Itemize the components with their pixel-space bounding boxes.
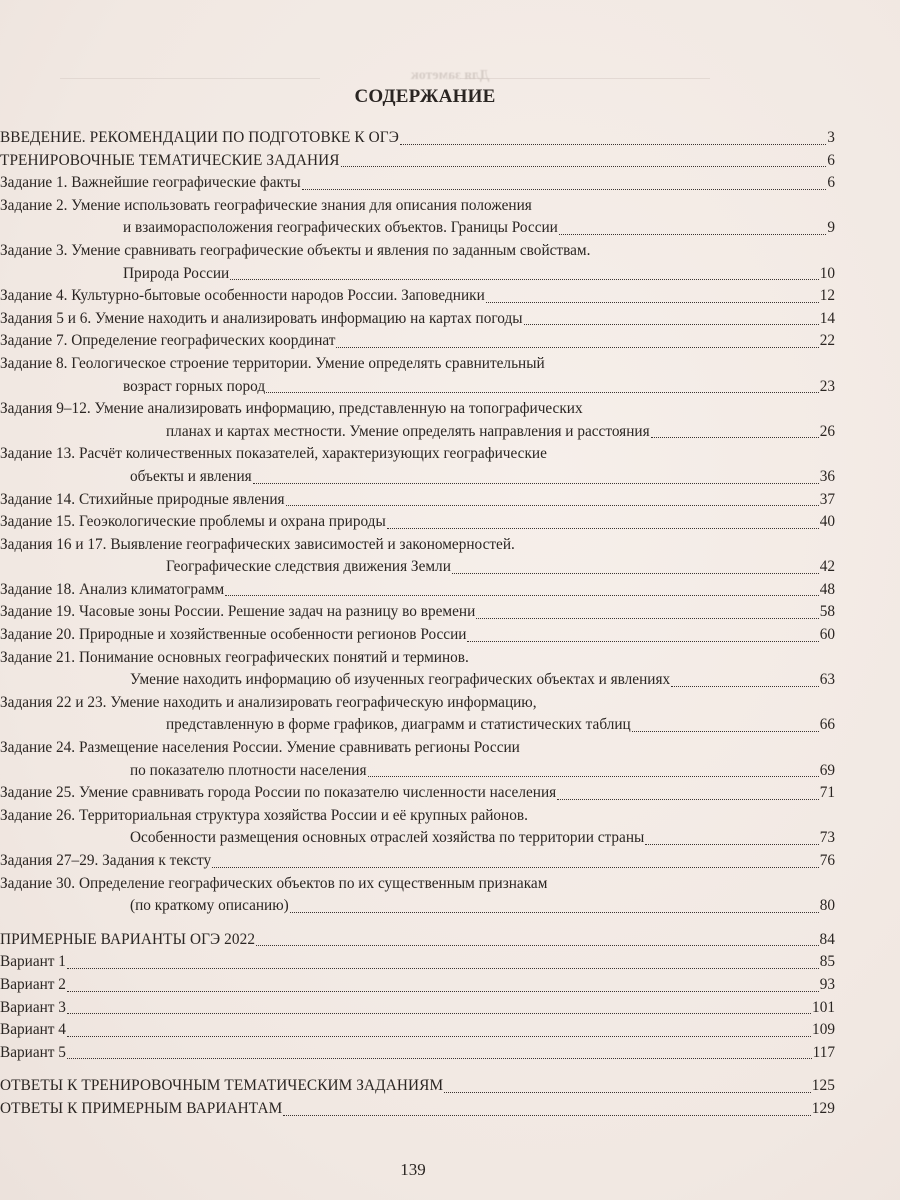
- toc-entry-label: планах и картах местности. Умение определять направления и расстояния: [166, 422, 650, 440]
- toc-entry-label: Задание 4. Культурно-бытовые особенности народов России. Заповедники: [0, 287, 485, 305]
- toc-page-number: 71: [819, 784, 835, 802]
- toc-variant-entry[interactable]: [0, 1042, 835, 1065]
- toc-entry[interactable]: [0, 285, 835, 308]
- dot-leader: [387, 528, 819, 529]
- toc-entry-line: Задание 13. Расчёт количественных показателей, характеризующих географические: [0, 445, 547, 463]
- toc-entry[interactable]: [0, 511, 835, 534]
- toc-entry-line: Задание 2. Умение использовать географические знания для описания положения: [0, 196, 532, 214]
- toc-entry[interactable]: [0, 127, 835, 150]
- toc-entry-label: ПРИМЕРНЫЕ ВАРИАНТЫ ОГЭ 2022: [0, 930, 256, 948]
- toc-entry[interactable]: [0, 489, 835, 512]
- toc-page-number: 129: [811, 1099, 835, 1117]
- dot-leader: [486, 302, 819, 303]
- toc-page-number: 125: [811, 1077, 835, 1095]
- dot-leader: [266, 392, 819, 393]
- toc-entry[interactable]: [0, 376, 835, 399]
- dot-leader: [212, 867, 819, 868]
- table-of-contents: [0, 127, 835, 1121]
- toc-variant-entry[interactable]: [0, 951, 835, 974]
- toc-page-number: 93: [819, 975, 835, 993]
- toc-page-number: 76: [819, 852, 835, 869]
- toc-entry-label: Природа России: [123, 264, 230, 282]
- toc-entry-label: Вариант 5: [0, 1043, 66, 1061]
- dot-leader: [286, 505, 819, 506]
- toc-entry[interactable]: [0, 1098, 835, 1121]
- toc-entry-label: возраст горных пород: [123, 377, 266, 395]
- toc-entry[interactable]: [0, 714, 835, 737]
- toc-entry[interactable]: [0, 669, 835, 692]
- toc-entry-label: Задание 25. Умение сравнивать города России по показателю численности населения: [0, 784, 557, 802]
- toc-entry[interactable]: [0, 601, 835, 624]
- toc-page-number: 10: [819, 264, 835, 282]
- toc-entry-label: Задание 14. Стихийные природные явления: [0, 490, 285, 508]
- toc-entry-label: по показателю плотности населения: [130, 761, 367, 779]
- toc-page-number: 14: [819, 309, 835, 327]
- toc-entry[interactable]: [0, 929, 835, 952]
- toc-page-number: 69: [819, 761, 835, 779]
- toc-entry-line: Задание 30. Определение географических объектов по их существенным признакам: [0, 874, 548, 892]
- toc-entry-line: Задание 26. Территориальная структура хозяйства России и её крупных районов.: [0, 806, 528, 824]
- dot-leader: [632, 731, 819, 732]
- toc-variant-entry[interactable]: [0, 974, 835, 997]
- toc-page-number: 40: [819, 513, 835, 531]
- toc-entry-label: Вариант 3: [0, 998, 66, 1016]
- dot-leader: [290, 912, 819, 913]
- toc-entry-line: Задания 22 и 23. Умение находить и анализировать географическую информацию,: [0, 693, 537, 711]
- dot-leader: [444, 1092, 811, 1093]
- toc-page-number: 36: [819, 467, 835, 485]
- toc-entry[interactable]: [0, 579, 835, 602]
- toc-entry[interactable]: [0, 172, 835, 195]
- toc-entry-label: Умение находить информацию об изученных географических объектах и явлениях: [130, 671, 671, 689]
- toc-entry-label: ТРЕНИРОВОЧНЫЕ ТЕМАТИЧЕСКИЕ ЗАДАНИЯ: [0, 151, 340, 169]
- dot-leader: [283, 1115, 810, 1116]
- bleed-through-text: Для заметок: [410, 68, 490, 83]
- toc-entry-label: представленную в форме графиков, диаграмм и статистических таблиц: [166, 716, 631, 734]
- section-gap: [0, 918, 835, 929]
- dot-leader: [452, 573, 819, 574]
- toc-entry[interactable]: [0, 850, 835, 873]
- dot-leader: [671, 686, 819, 687]
- toc-entry-label: Вариант 1: [0, 953, 66, 971]
- toc-entry[interactable]: [0, 556, 835, 579]
- toc-entry[interactable]: [0, 895, 835, 918]
- dot-leader: [67, 1036, 811, 1037]
- toc-entry[interactable]: [0, 263, 835, 286]
- dot-leader: [256, 945, 818, 946]
- toc-page-number: 37: [819, 490, 835, 508]
- toc-entry[interactable]: [0, 150, 835, 173]
- toc-entry-line: Задание 3. Умение сравнивать географические объекты и явления по заданным свойствам.: [0, 241, 591, 259]
- dot-leader: [67, 1058, 812, 1059]
- dot-leader: [302, 189, 827, 190]
- toc-entry-label: Задание 1. Важнейшие географические факты: [0, 174, 301, 192]
- toc-variant-entry[interactable]: [0, 1019, 835, 1042]
- toc-page-number: 80: [819, 897, 835, 915]
- toc-page-number: 58: [819, 603, 835, 621]
- dot-leader: [557, 799, 819, 800]
- dot-leader: [67, 1013, 811, 1014]
- toc-entry-label: Вариант 4: [0, 1021, 66, 1039]
- toc-entry-label: ОТВЕТЫ К ПРИМЕРНЫМ ВАРИАНТАМ: [0, 1099, 283, 1117]
- toc-entry-label: Задание 18. Анализ климатограмм: [0, 580, 225, 598]
- toc-page-number: 109: [812, 1021, 835, 1039]
- toc-entry-label: Географические следствия движения Земли: [166, 558, 451, 576]
- toc-entry[interactable]: [0, 760, 835, 783]
- toc-variant-entry[interactable]: [0, 997, 835, 1020]
- toc-entry-label: Задание 7. Определение географических координат: [0, 332, 336, 350]
- toc-page-number: 63: [819, 671, 835, 689]
- dot-leader: [253, 483, 819, 484]
- toc-page-number: 42: [819, 558, 835, 576]
- toc-page-number: 3: [827, 129, 835, 146]
- dot-leader: [67, 968, 819, 969]
- page-title: СОДЕРЖАНИЕ: [354, 86, 496, 107]
- toc-entry-label: Задания 27–29. Задания к тексту: [0, 852, 212, 869]
- toc-entry-label: Особенности размещения основных отраслей хозяйства по территории страны: [130, 829, 645, 847]
- toc-page-number: 48: [819, 580, 835, 598]
- dot-leader: [368, 776, 819, 777]
- toc-entry-label: ВВЕДЕНИЕ. РЕКОМЕНДАЦИИ ПО ПОДГОТОВКЕ К ОГЭ: [0, 129, 399, 146]
- dot-leader: [67, 991, 819, 992]
- toc-entry[interactable]: [0, 421, 835, 444]
- toc-page-number: 6: [827, 174, 835, 192]
- toc-page-number: 73: [819, 829, 835, 847]
- page-number: [0, 1160, 900, 1180]
- toc-entry[interactable]: [0, 466, 835, 489]
- toc-entry-line: Задания 16 и 17. Выявление географических зависимостей и закономерностей.: [0, 535, 515, 553]
- toc-page-number: 22: [819, 332, 835, 350]
- toc-entry-label: Вариант 2: [0, 975, 66, 993]
- toc-entry-label: Задания 5 и 6. Умение находить и анализировать информацию на картах погоды: [0, 309, 523, 327]
- toc-page-number: 117: [812, 1043, 835, 1061]
- toc-entry-label: и взаиморасположения географических объектов. Границы России: [123, 219, 558, 237]
- toc-entry[interactable]: [0, 217, 835, 240]
- toc-entry[interactable]: [0, 330, 835, 353]
- toc-entry[interactable]: [0, 624, 835, 647]
- dot-leader: [341, 166, 827, 167]
- toc-page-number: 101: [812, 998, 835, 1016]
- dot-leader: [400, 144, 826, 145]
- dot-leader: [225, 595, 818, 596]
- toc-page-number: 66: [819, 716, 835, 734]
- toc-page-number: 9: [827, 219, 835, 237]
- toc-entry[interactable]: [0, 1075, 835, 1098]
- toc-page-number: 84: [819, 930, 835, 948]
- toc-entry-label: Задание 15. Геоэкологические проблемы и охрана природы: [0, 513, 386, 531]
- toc-page-number: 85: [819, 953, 835, 971]
- toc-entry-label: ОТВЕТЫ К ТРЕНИРОВОЧНЫМ ТЕМАТИЧЕСКИМ ЗАДАНИЯМ: [0, 1077, 444, 1095]
- toc-entry-line: Задание 24. Размещение населения России. Умение сравнивать регионы России: [0, 739, 520, 757]
- dot-leader: [645, 844, 818, 845]
- toc-entry-label: объекты и явления: [130, 467, 252, 485]
- dot-leader: [230, 279, 818, 280]
- dot-leader: [524, 324, 819, 325]
- toc-entry-label: Задание 20. Природные и хозяйственные особенности регионов России: [0, 626, 467, 644]
- dot-leader: [467, 641, 818, 642]
- toc-entry-line: Задание 8. Геологическое строение территории. Умение определять сравнительный: [0, 354, 545, 372]
- toc-entry[interactable]: [0, 827, 835, 850]
- toc-entry-label: Задание 19. Часовые зоны России. Решение задач на разницу во времени: [0, 603, 476, 621]
- toc-page-number: 12: [819, 287, 835, 305]
- toc-page-number: 60: [819, 626, 835, 644]
- section-gap: [0, 1064, 835, 1075]
- dot-leader: [559, 234, 826, 235]
- toc-entry[interactable]: [0, 782, 835, 805]
- toc-entry-line: Задания 9–12. Умение анализировать информацию, представленную на топографических: [0, 400, 583, 418]
- dot-leader: [336, 347, 818, 348]
- toc-page-number: 26: [819, 422, 835, 440]
- toc-entry-label: (по краткому описанию): [130, 897, 289, 915]
- toc-page-number: 23: [819, 377, 835, 395]
- toc-page-number: 6: [827, 151, 835, 169]
- toc-entry[interactable]: [0, 308, 835, 331]
- page-number-text: 139: [400, 1160, 426, 1179]
- toc-entry-line: Задание 21. Понимание основных географических понятий и терминов.: [0, 648, 469, 666]
- dot-leader: [651, 437, 819, 438]
- dot-leader: [476, 618, 818, 619]
